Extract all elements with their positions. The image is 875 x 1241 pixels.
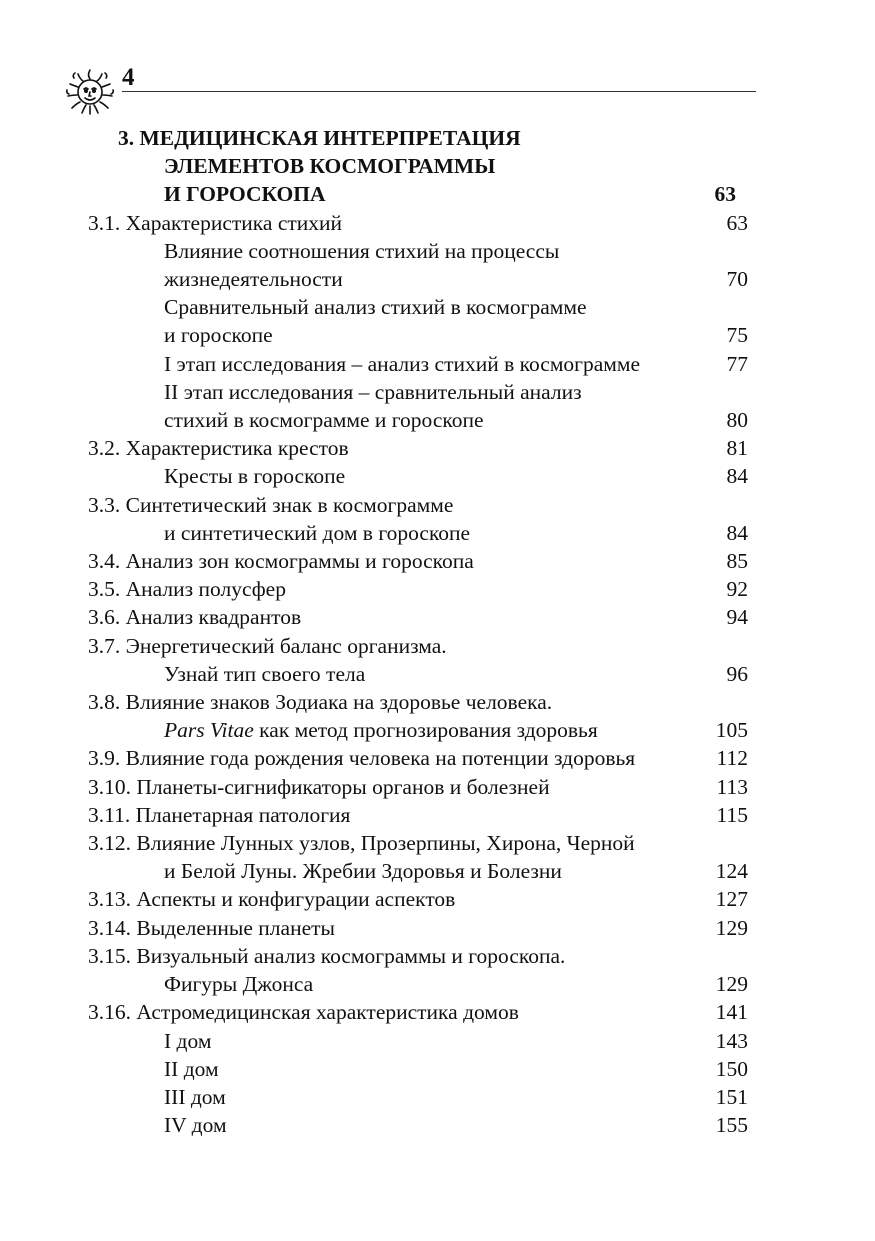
- toc-entry-line: 3.12. Влияние Лунных узлов, Прозерпины, Хирона, Черной: [88, 831, 635, 856]
- toc-entry-page: 129: [715, 915, 748, 940]
- toc-entry: [88, 462, 748, 490]
- toc-entry-line: [88, 716, 688, 744]
- toc-entry-line: I этап исследования – анализ стихий в космограмме: [164, 351, 641, 376]
- toc-entry-line: 3.16. Астромедицинская характеристика домов: [88, 1000, 519, 1025]
- toc-entry: [88, 914, 748, 942]
- toc-entry-line: 3.10. Планеты-сигнификаторы органов и болезней: [88, 774, 550, 799]
- toc-entry: [88, 603, 748, 631]
- toc-entry-line: Фигуры Джонса: [164, 972, 314, 997]
- toc-entry-line: жизнедеятельности: [164, 267, 343, 292]
- toc-entry-line: III дом: [164, 1084, 226, 1109]
- toc-entry-line: II этап исследования – сравнительный анализ: [164, 379, 582, 404]
- toc-entry: [88, 773, 748, 801]
- toc-entry-line: 3.14. Выделенные планеты: [88, 915, 335, 940]
- toc-entry: [88, 237, 748, 293]
- toc-entry-line: 3.1. Характеристика стихий: [88, 210, 343, 235]
- toc-entry-line: 3.15. Визуальный анализ космограммы и гороскопа.: [88, 943, 566, 968]
- toc-entry: [88, 1055, 748, 1083]
- toc-entry-line: 3.4. Анализ зон космограммы и гороскопа: [88, 549, 474, 574]
- toc-entry: [88, 1027, 748, 1055]
- chapter-page: 63: [714, 182, 736, 207]
- toc-entries: [88, 209, 748, 1140]
- toc-entry-line: I дом: [164, 1028, 212, 1053]
- toc-entry-text: как метод прогнозирования здоровья: [259, 718, 598, 743]
- toc-entry-page: 124: [715, 859, 748, 884]
- toc-entry-line: стихий в космограмме и гороскопе: [164, 408, 484, 433]
- toc-entry-page: 84: [726, 520, 748, 545]
- toc-entry: [88, 293, 748, 349]
- toc-entry-line: 3.7. Энергетический баланс организма.: [88, 633, 447, 658]
- toc-entry-page: 129: [715, 972, 748, 997]
- toc-entry-line: 3.3. Синтетический знак в космограмме: [88, 492, 454, 517]
- toc-entry: [88, 829, 748, 885]
- toc-entry-page: 96: [726, 661, 748, 686]
- page-header: [60, 62, 760, 122]
- toc-entry: [88, 1111, 748, 1139]
- toc-entry: [88, 434, 748, 462]
- toc-entry: [88, 942, 748, 998]
- toc-entry: [88, 688, 748, 744]
- toc-entry-line: IV дом: [164, 1113, 227, 1138]
- toc-entry-line: 3.5. Анализ полусфер: [88, 577, 286, 602]
- table-of-contents: [88, 124, 748, 1139]
- toc-entry: [88, 885, 748, 913]
- toc-entry-line: 3.13. Аспекты и конфигурации аспектов: [88, 887, 456, 912]
- toc-entry: [88, 547, 748, 575]
- toc-entry-line: 3.2. Характеристика крестов: [88, 436, 349, 461]
- toc-entry: [88, 1083, 748, 1111]
- toc-entry: [88, 744, 748, 772]
- toc-entry-page: 105: [715, 718, 748, 743]
- toc-entry-page: 151: [715, 1084, 748, 1109]
- toc-entry: [88, 998, 748, 1026]
- toc-entry-page: 81: [726, 436, 748, 461]
- toc-entry-line: 3.9. Влияние года рождения человека на потенции здоровья: [88, 746, 636, 771]
- italic-term: Pars Vitae: [164, 718, 254, 743]
- toc-entry-line: 3.6. Анализ квадрантов: [88, 605, 302, 630]
- toc-entry-line: 3.11. Планетарная патология: [88, 802, 351, 827]
- toc-entry: [88, 350, 748, 378]
- page-number: 4: [122, 64, 135, 91]
- toc-entry-page: 143: [715, 1028, 748, 1053]
- toc-entry-page: 115: [716, 802, 748, 827]
- header-rule: [122, 91, 756, 92]
- toc-entry-page: 94: [726, 605, 748, 630]
- toc-entry: [88, 378, 748, 434]
- toc-entry-page: 92: [726, 577, 748, 602]
- toc-entry-page: 113: [716, 774, 748, 799]
- toc-entry-page: 75: [726, 323, 748, 348]
- toc-entry: [88, 575, 748, 603]
- toc-entry-page: 70: [726, 267, 748, 291]
- toc-entry-line: 3.8. Влияние знаков Зодиака на здоровье человека.: [88, 690, 553, 715]
- toc-entry-line: Влияние соотношения стихий на процессы: [164, 238, 560, 263]
- toc-entry-page: 112: [716, 746, 748, 771]
- toc-entry-page: 155: [715, 1113, 748, 1138]
- toc-entry-line: II дом: [164, 1056, 219, 1081]
- chapter-title-line: И ГОРОСКОПА: [164, 182, 326, 207]
- toc-entry: [88, 491, 748, 547]
- chapter-title-line: ЭЛЕМЕНТОВ КОСМОГРАММЫ: [164, 154, 496, 179]
- toc-entry-line: Сравнительный анализ стихий в космограмме: [164, 295, 587, 320]
- toc-entry-page: 127: [715, 887, 748, 912]
- toc-entry-line: и Белой Луны. Жребии Здоровья и Болезни: [164, 859, 562, 884]
- chapter-title-line: 3. МЕДИЦИНСКАЯ ИНТЕРПРЕТАЦИЯ: [118, 126, 521, 150]
- toc-entry-page: 84: [726, 464, 748, 489]
- toc-entry-line: Кресты в гороскопе: [164, 464, 346, 489]
- toc-entry: [88, 209, 748, 237]
- chapter-heading: [88, 124, 748, 209]
- toc-entry-page: 77: [726, 351, 748, 376]
- toc-entry-line: и синтетический дом в гороскопе: [164, 520, 471, 545]
- toc-entry: [88, 632, 748, 688]
- toc-entry-line: и гороскопе: [164, 323, 273, 348]
- toc-entry-page: 141: [715, 1000, 748, 1025]
- toc-entry-line: Узнай тип своего тела: [164, 661, 366, 686]
- toc-entry: [88, 801, 748, 829]
- toc-entry-page: 63: [726, 210, 748, 235]
- toc-entry-page: 150: [715, 1056, 748, 1081]
- sun-face-icon: [64, 66, 116, 116]
- toc-entry-page: 80: [726, 408, 748, 433]
- toc-entry-page: 85: [726, 549, 748, 574]
